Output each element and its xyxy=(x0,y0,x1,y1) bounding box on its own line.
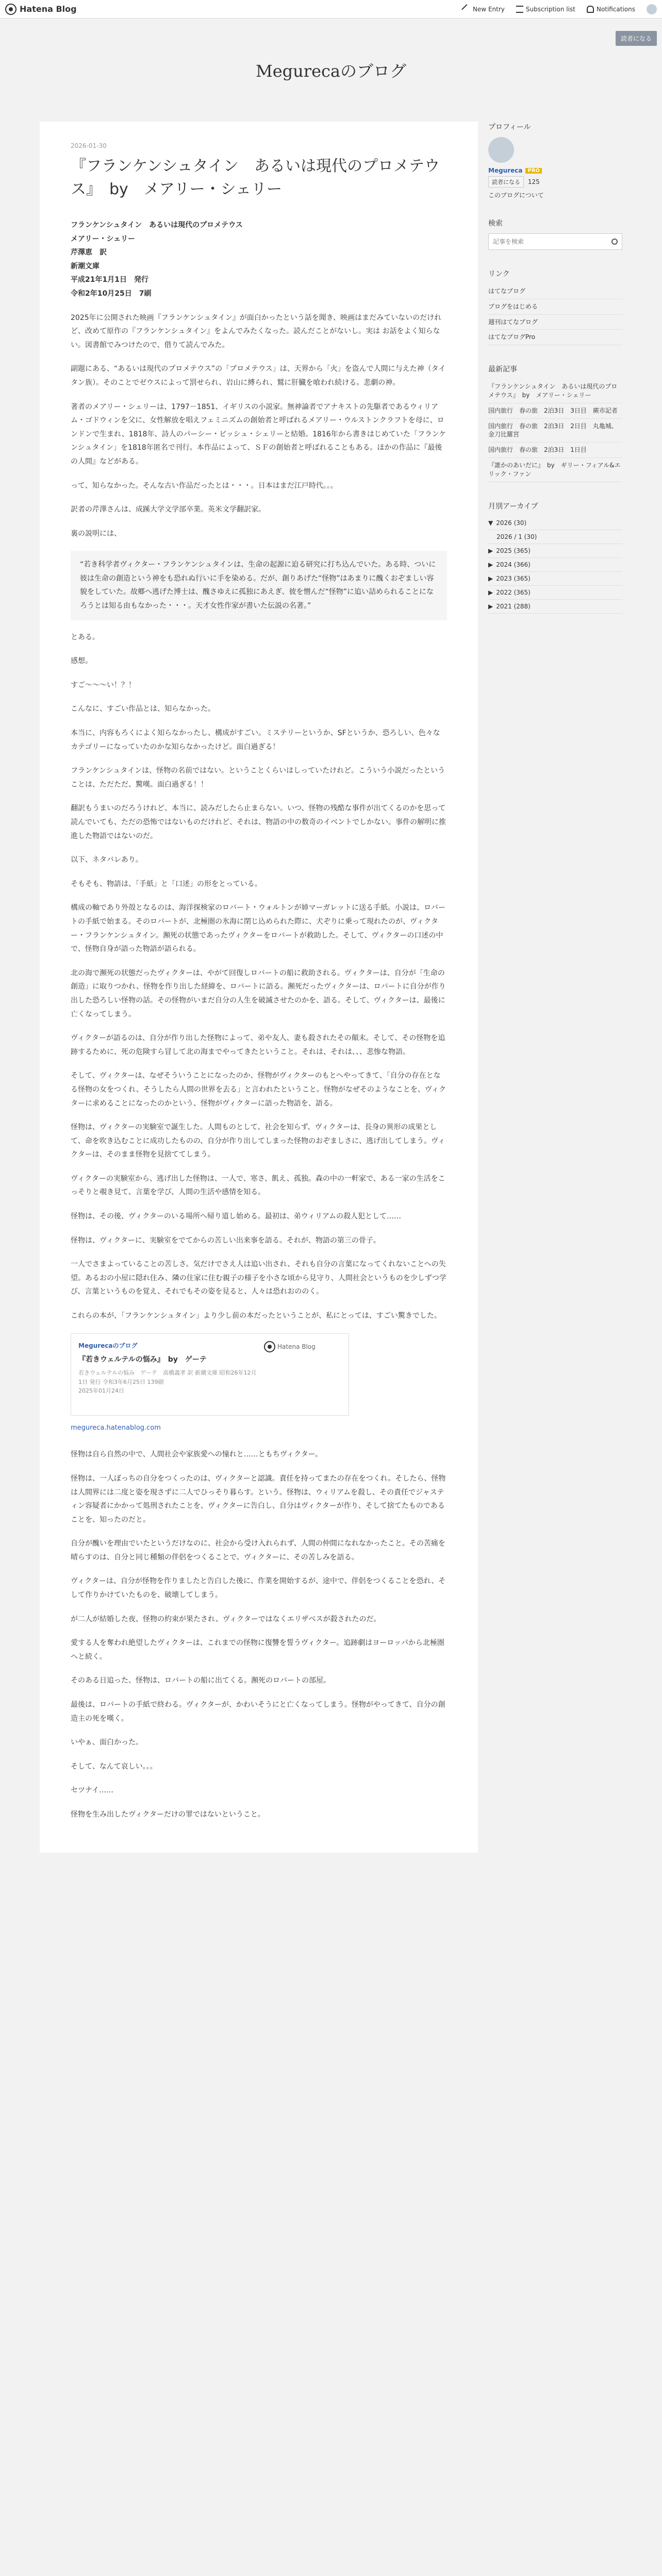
bibl-line: 平成21年1月1日 発行 xyxy=(71,276,148,284)
recent-list xyxy=(488,379,622,482)
search-box xyxy=(488,233,622,250)
blog-title-area xyxy=(0,19,662,122)
entry-paragraph: 怪物は自ら自然の中で、人間社会や家族愛への憧れと……ともちヴィクター。 xyxy=(71,1450,323,1459)
entry-article xyxy=(40,122,478,1853)
logo-text: Hatena Blog xyxy=(20,4,77,14)
search-heading: 検索 xyxy=(488,219,503,228)
archive-year[interactable] xyxy=(488,572,622,586)
notifications-label: Notifications xyxy=(596,5,635,13)
profile-name-row xyxy=(488,167,622,174)
entry-paragraph: そして、なんて哀しい。。。 xyxy=(71,1762,157,1771)
profile-avatar[interactable] xyxy=(488,137,514,163)
links-list xyxy=(488,284,622,345)
bell-icon xyxy=(587,6,594,13)
sidebar xyxy=(488,122,622,632)
search-icon[interactable] xyxy=(611,239,618,245)
entry-paragraph: 北の海で瀕死の状態だったヴィクターは、やがて回復しロバートの船に救助される。ヴィクターは、自分が「生命の創造」に取りつかれ、怪物を作り出した経緯を、ロバートに語る。瀕死だったヴィクターは、ロバートに自分が作り出した恐ろしい怪物の話。その怪物がいまだ自分の人生を破滅させたのかを、語る。そして、ヴィクターは、最後に亡くなってしまう。 xyxy=(71,969,446,1019)
archive-year[interactable] xyxy=(488,586,622,600)
bibl-line: 新潮文庫 xyxy=(71,262,100,270)
archive-year-label: 2026 (30) xyxy=(496,519,527,527)
bibliography xyxy=(71,218,447,301)
notifications-link[interactable] xyxy=(587,6,635,13)
card-meta: 若きウェルテルの悩み ゲーテ 高橋義孝 訳 新潮文庫 昭和26年12月 1日 発行 令和3年6月25日 139刷 xyxy=(78,1369,262,1385)
link-item[interactable]: はてなブログPro xyxy=(488,330,622,345)
new-entry-link[interactable] xyxy=(463,6,505,13)
page-container xyxy=(40,122,622,1853)
entry-paragraph: ヴィクターが語るのは、自分が作り出した怪物によって、弟や友人、妻も殺されたその顛末。そして、その怪物を追跡するために、死の危険すら冒して北の海までやってきたということ。それは、それは、、、悲惨な物語。 xyxy=(71,1034,445,1056)
entry-paragraph: 構成の軸であり外殻となるのは、海洋探検家のロバート・ウォルトンが姉マーガレットに送る手紙。小説は、ロバートの手紙で始まる。そのロバートが、北極圏の氷海に閉じ込められた際に、犬ぞりに乗って現れたのが、ヴィクター・フランケンシュタイン。瀕死の状態であったヴィクターをロバートが救助した。そして、ヴィクターの口述の中で、怪物自身が語った物語が語られる。 xyxy=(71,904,446,954)
archive-year-label: 2024 (366) xyxy=(496,561,531,568)
entry-paragraph: 本当に、内容もろくによく知らなかったし、構成がすごい。ミステリーというか、SFというか、恐ろしい、色々なカテゴリーになっていたのかな知らなかったけど。面白過ぎる！ xyxy=(71,729,440,751)
card-site-name: Megurecaのブログ xyxy=(78,1342,138,1349)
recent-module xyxy=(488,364,622,482)
hatena-logo[interactable] xyxy=(5,4,77,15)
entry-title[interactable]: 『フランケンシュタイン あるいは現代のプロメテウス』 by メアリー・シェリー xyxy=(71,157,440,198)
entry-paragraph: 副題にある、“あるいは現代のプロメテウス”の「プロメテウス」は、天界から「火」を盗んで人間に与えた神（タイタン族）。そのことでゼウスによって罰せられ、岩山に縛られ、鷲に肝臓を喰われ続ける。悲劇の神。 xyxy=(71,365,446,387)
entry-paragraph: 著者のメアリー・シェリーは、1797－1851、イギリスの小説家。無神論者でアナキストの先駆者であるウィリアム・ゴドウィンを父に、女性解放を唱えフェミニズムの創始者と呼ばれるメアリー・ウルストンクラフトを母に、ロンドンで生まれ、1818年、詩人のパーシー・ビッシュ・シェリーと結婚。1816年から書きはじめていた「フランケンシュタイン」を1818年匿名で刊行。本作品によって、ＳＦの創始者と呼ばれることもある。ほかの作品に『最後の人間』などがある。 xyxy=(71,402,446,466)
entry-paragraph: フランケンシュタインは、怪物の名前ではない。ということくらいはしっていたけれど。こういう小説だったということは、ただただ、驚嘆。面白過ぎる！！ xyxy=(71,767,445,789)
entry-paragraph: 怪物を生み出したヴィクターだけの罪ではないということ。 xyxy=(71,1810,265,1819)
archive-year-label: 2023 (365) xyxy=(496,574,531,582)
entry-paragraph: そのある日追った、怪物は、ロバートの船に出てくる。瀕死のロバートの部屋。 xyxy=(71,1676,330,1685)
archive-year-label: 2022 (365) xyxy=(496,588,531,596)
subscribe-button[interactable]: 読者になる xyxy=(616,31,657,46)
entry-paragraph: 怪物は、その後、ヴィクターのいる場所へ帰り道し始める。最初は、弟ウィリアムの殺人犯として…… xyxy=(71,1212,402,1221)
entry-paragraph: 裏の説明には、 xyxy=(71,529,121,538)
entry-paragraph: 怪物は、ヴィクターの実験室で誕生した。人間ものとして、社会を知らず、ヴィクターは、長身の異形の成果として、命を吹き込むことに成功したものの、自分が作り出してしまった怪物のおぞましさに、逃げ出してしまう。ヴィクターは、そのまま怪物を見捨ててしまう。 xyxy=(71,1123,445,1159)
recent-item[interactable]: 『フランケンシュタイン あるいは現代のプロメテウス』 by メアリー・シェリー xyxy=(488,379,622,403)
card-logo-text: Hatena Blog xyxy=(277,1343,316,1350)
global-header xyxy=(0,0,662,19)
profile-heading: プロフィール xyxy=(488,123,531,131)
entry-paragraph: 自分が醜いを理由でいたというだけなのに、社会から受け入れられず、人間の仲間になれなかったこと。その苦痛を晴らすのは、自分と同じ種類の伴侶をつくることで。ヴィクターに、その苦しみを語る。 xyxy=(71,1539,445,1562)
entry-paragraph: 感想。 xyxy=(71,657,92,666)
bibl-line: 令和2年10月25日 7刷 xyxy=(71,289,152,298)
archive-year[interactable] xyxy=(488,558,622,572)
entry-paragraph: そして、ヴィクターは、なぜそういうことになったのか、怪物がヴィクターのもとへやってきて、「自分の存在となる怪物の女をつくれ、そうしたら人間の世界を去る」と言われたということ。怪物がなぜそのようなことを、ヴィクターに求めることになったのかという、怪物がヴィクターに語った物語を、語る。 xyxy=(71,1072,446,1108)
archive-year-label: 2021 (288) xyxy=(496,602,531,610)
blockquote: “若き科学者ヴィクター・フランケンシュタインは、生命の起源に迫る研究に打ち込んでいた。ある時、ついに彼は生命の創造という神をも恐れぬ行いに手を染める。だが、創りあげた“怪物”はあまりに醜くおぞましい容貌をしていた。故郷へ逃げた博士は、醜さゆえに孤独にあえぎ、彼を憎んだ“怪物”に追い詰められることになろうとは知る由もなかった・・・。天才女性作家が書いた伝説の名著。” xyxy=(71,551,447,620)
global-nav xyxy=(463,4,657,14)
entry-paragraph: いやぁ、面白かった。 xyxy=(71,1738,143,1747)
reader-button[interactable]: 読者になる xyxy=(488,176,524,188)
entry-paragraph: ヴィクターは、自分が怪物を作りましたと告白した後に、作業を開始するが、途中で、伴侶をつくることを恐れ、そして作りかけていたものを、破壊してしまう。 xyxy=(71,1577,446,1600)
link-item[interactable]: 週刊はてなブログ xyxy=(488,315,622,330)
entry-body xyxy=(71,218,447,1822)
entry-paragraph: が二人が結婚した夜、怪物の約束が果たされ、ヴィクターではなくエリザベスが殺されたのだ。 xyxy=(71,1615,381,1623)
pen-icon xyxy=(461,4,472,14)
archive-module xyxy=(488,501,622,614)
link-item[interactable]: はてなブログ xyxy=(488,284,622,299)
entry-paragraph: 愛する人を奪われ絶望したヴィクターは、これまでの怪物に復讐を誓うヴィクター。追跡劇はヨーロッパから北極圏へと続く。 xyxy=(71,1639,444,1661)
archive-year-label: 2025 (365) xyxy=(496,547,531,554)
chevron-right-icon: ▶ xyxy=(488,588,493,596)
entry-paragraph: とある。 xyxy=(71,633,100,641)
bibl-line: フランケンシュタイン あるいは現代のプロメテウス xyxy=(71,221,243,229)
paragraph-group-b xyxy=(71,631,447,1323)
about-link[interactable]: このブログについて xyxy=(488,192,544,199)
search-module xyxy=(488,218,622,250)
embedded-blog-card[interactable] xyxy=(71,1333,349,1416)
card-url-link[interactable]: megureca.hatenablog.com xyxy=(71,1423,161,1432)
reader-count: 125 xyxy=(527,178,540,185)
paragraph-group-c xyxy=(71,1448,447,1821)
recent-heading: 最新記事 xyxy=(488,365,517,374)
entry-paragraph: こんなに、すごい作品とは、知らなかった。 xyxy=(71,705,215,714)
list-icon xyxy=(516,6,523,13)
hatena-logo-icon xyxy=(5,4,16,15)
chevron-right-icon: ▶ xyxy=(488,547,493,554)
recent-item[interactable]: 『誰かのあいだに』 by ギリー・フィアル&エリック・ファン xyxy=(488,458,622,482)
recent-item[interactable]: 国内旅行 春の旅 2泊3日 1日目 xyxy=(488,443,622,458)
entry-paragraph: って、知らなかった。そんな古い作品だったとは・・・。日本はまだ江戸時代。。。 xyxy=(71,481,338,490)
card-text xyxy=(78,1341,262,1408)
chevron-down-icon: ▼ xyxy=(488,519,493,527)
archive-year[interactable] xyxy=(488,544,622,558)
entry-paragraph: 訳者の芹澤さんは、成蹊大学文学部卒業。英米文学翻訳家。 xyxy=(71,505,266,514)
link-item[interactable]: ブログをはじめる xyxy=(488,299,622,315)
entry-date[interactable]: 2026-01-30 xyxy=(71,142,107,149)
search-input[interactable] xyxy=(493,238,611,245)
archive-year[interactable] xyxy=(488,516,622,530)
card-date: 2025年01月24日 xyxy=(78,1387,124,1395)
entry-paragraph: 最後は、ロバートの手紙で終わる。ヴィクターが、かわいそうにと亡くなってしまう。怪物がやってきて、自分の創造主の死を嘆く。 xyxy=(71,1701,445,1723)
blog-title[interactable]: Megurecaのブログ xyxy=(255,61,407,81)
recent-item[interactable]: 国内旅行 春の旅 2泊3日 2日目 丸亀城、金刀比羅宮 xyxy=(488,419,622,443)
entry-paragraph: 怪物は、一人ぼっちの自分をつくったのは、ヴィクターと認識。責任を持ってまたの存在をつくれ。そしたら、怪物は人間界には二度と姿を現さずに二人でひっそり暮らす。という。怪物は、ウィリアムを殺し、その責任でジャスティン容疑者にかかって処刑されたことを、ヴィクターに告白し、自分はヴィクターが作り、そして捨てたものであることを、知ったのだと。 xyxy=(71,1474,446,1524)
card-hatena-logo xyxy=(264,1341,341,1408)
profile-name[interactable]: Megureca xyxy=(488,167,523,174)
recent-item[interactable]: 国内旅行 春の旅 2泊3日 3日目 蕨市記者 xyxy=(488,403,622,419)
bibl-line: メアリー・シェリー xyxy=(71,234,136,243)
bibl-line: 芹澤恵 訳 xyxy=(71,248,107,257)
reader-row xyxy=(488,176,622,188)
paragraph-group-a xyxy=(71,311,447,541)
entry-paragraph: セツナイ…… xyxy=(71,1786,114,1795)
subscription-label: Subscription list xyxy=(525,5,575,13)
entry-paragraph: 以下、ネタバレあり。 xyxy=(71,856,143,865)
links-module xyxy=(488,268,622,345)
chevron-right-icon: ▶ xyxy=(488,561,493,568)
new-entry-label: New Entry xyxy=(472,5,505,13)
chevron-right-icon: ▶ xyxy=(488,574,493,582)
archive-month-label: 2026 / 1 (30) xyxy=(496,533,537,540)
entry-paragraph: 翻訳もうまいのだろうけれど、本当に、読みだしたら止まらない。いつ、怪物の残酷な事件が出てくるのかを思って読んでいても、ただの恐怖ではないものだけれど、それは、物語の中の数奇のイベントでしかない。事件の解明に推進した物語ではないのだ。 xyxy=(71,804,446,840)
card-title: 『若きウェルテルの悩み』 by ゲーテ xyxy=(78,1355,207,1364)
hatena-logo-icon xyxy=(264,1341,275,1352)
entry-paragraph: そもそも、物語は、「手紙」と「口述」の形をとっている。 xyxy=(71,879,262,888)
user-avatar[interactable] xyxy=(647,4,657,14)
pro-badge: PRO xyxy=(525,168,542,174)
archive-year[interactable] xyxy=(488,600,622,614)
entry-paragraph: 2025年に公開された映画『フランケンシュタイン』が面白かったという話を聞き、映画はまだみていないのだけれど、改めて原作の『フランケンシュタイン』をよんでみたくなった。読んだことがないし。実は お話をよく知らない。図書館でみつけたので、借りて読んでみた。 xyxy=(71,313,442,349)
archive-heading: 月別アーカイブ xyxy=(488,502,538,511)
links-heading: リンク xyxy=(488,270,510,278)
subscription-link[interactable] xyxy=(516,6,575,13)
entry-paragraph: すご〜〜〜い！？！ xyxy=(71,681,136,689)
entry-paragraph: これらの本が、「フランケンシュタイン」より少し前の本だったということが、私にとっては、すごい驚きでした。 xyxy=(71,1312,441,1320)
chevron-right-icon: ▶ xyxy=(488,602,493,610)
archive-month[interactable] xyxy=(488,530,622,544)
profile-module xyxy=(488,122,622,199)
entry-paragraph: 一人でさまよっていることの苦しさ。気だけでさえ人は追い出され、それも自分の言葉になってくれないことへの失望。あるおの小屋に隠れ住み、隣の住家に住む親子の様子を小さな頃から見守り、人間社会というものを少しずつ学び、言葉というものを覚え、それでもその姿を見ると、人々は恐れおののく。 xyxy=(71,1260,446,1296)
entry-paragraph: 怪物は、ヴィクターに、実験室をでてからの苦しい出来事を語る。それが、物語の第三の骨子。 xyxy=(71,1236,380,1245)
entry-paragraph: ヴィクターの実験室から、逃げ出した怪物は、一人で、寒さ、飢え、孤独。森の中の一軒家で、ある一家の生活をこっそりと覗き見て、言葉を学び、人間の生活や感情を知る。 xyxy=(71,1174,445,1197)
